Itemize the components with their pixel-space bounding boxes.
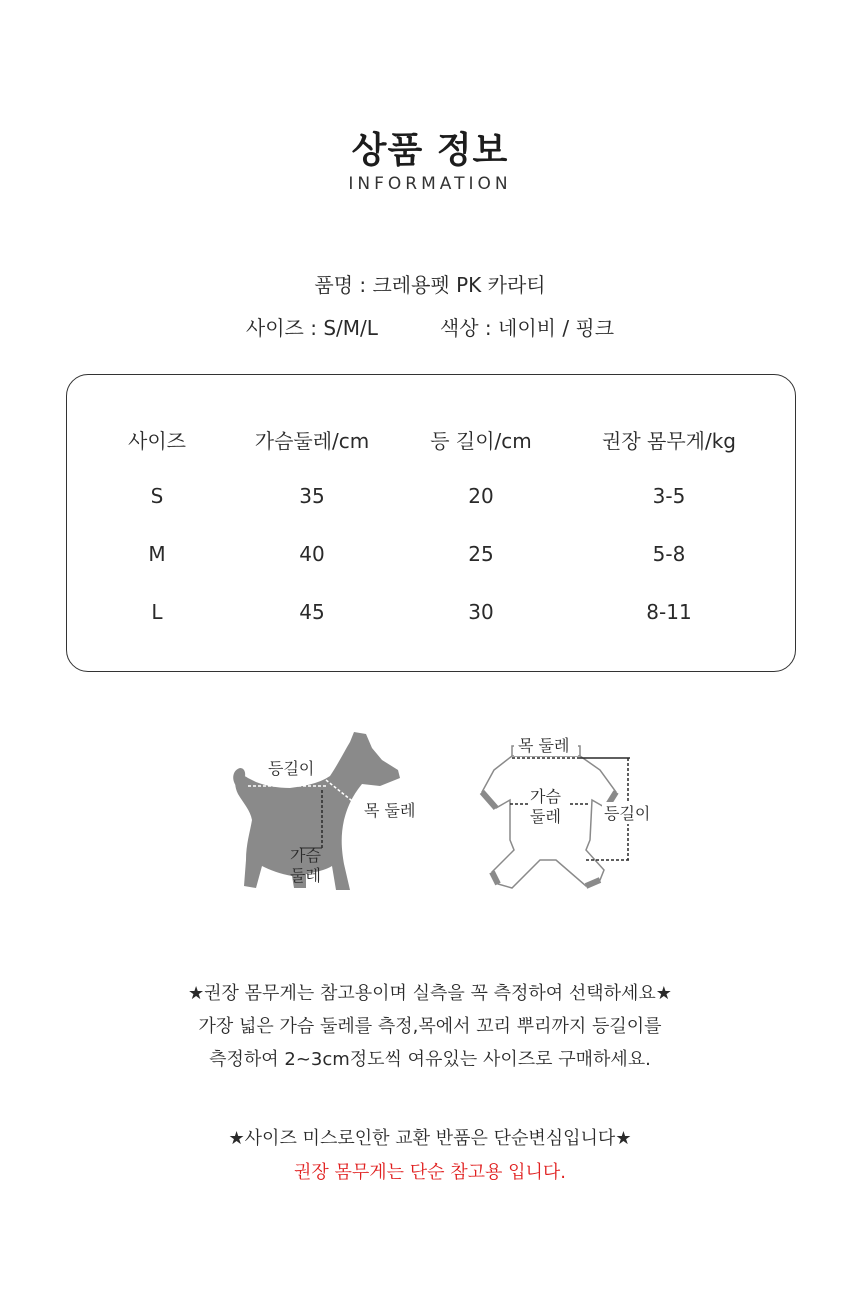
garment-label-chest-2: 둘레 [530, 807, 561, 826]
size-table-box [66, 374, 796, 672]
dog-label-chest-2: 둘레 [290, 866, 321, 885]
product-name: 품명 : 크레용펫 PK 카라티 [314, 273, 546, 297]
dog-label-chest-1: 가슴 [290, 846, 321, 865]
garment-label-chest-1: 가슴 [530, 787, 561, 806]
table-cell: L [151, 600, 163, 624]
dog-label-neck: 목 둘레 [364, 801, 416, 820]
note-measure-2: 측정하여 2~3cm정도씩 여유있는 사이즈로 구매하세요. [209, 1049, 651, 1070]
garment-sleeve-trim [482, 792, 496, 808]
note-exchange-policy: ★사이즈 미스로인한 교환 반품은 단순변심입니다★ [228, 1128, 632, 1149]
table-cell: 30 [468, 600, 494, 624]
page-title: 상품 정보 [351, 130, 509, 171]
product-options [0, 312, 860, 341]
garment-label-back: 등길이 [604, 804, 651, 823]
table-cell: 25 [468, 542, 494, 566]
page-subtitle: INFORMATION [348, 174, 512, 194]
table-header-chest: 가슴둘레/cm [254, 429, 370, 453]
table-cell: 20 [468, 484, 494, 508]
table-cell: M [148, 542, 166, 566]
table-header-weight: 권장 몸무게/kg [602, 429, 736, 453]
dog-label-back: 등길이 [268, 759, 315, 778]
size-table [67, 375, 795, 671]
product-size: 사이즈 : S/M/L [245, 316, 378, 340]
table-cell: S [150, 484, 164, 508]
product-color: 색상 : 네이비 / 핑크 [439, 316, 615, 340]
note-weight-warning: 권장 몸무게는 단순 참고용 입니다. [293, 1162, 567, 1183]
garment-leg-trim [586, 880, 600, 886]
garment-leg-trim [492, 872, 498, 884]
table-header-back: 등 길이/cm [430, 429, 532, 453]
measurement-diagram [0, 720, 860, 920]
garment-label-neck: 목 둘레 [518, 736, 570, 755]
note-measure-1: 가장 넓은 가슴 둘레를 측정,목에서 꼬리 뿌리까지 등길이를 [198, 1016, 662, 1037]
table-cell: 8-11 [646, 600, 692, 624]
measurement-illustration [0, 720, 860, 920]
table-cell: 35 [299, 484, 325, 508]
table-cell: 45 [299, 600, 325, 624]
table-cell: 40 [299, 542, 325, 566]
note-weight-reference: ★권장 몸무게는 참고용이며 실측을 꼭 측정하여 선택하세요★ [188, 983, 672, 1004]
table-cell: 3-5 [652, 484, 686, 508]
table-header-size: 사이즈 [128, 429, 186, 453]
table-cell: 5-8 [652, 542, 686, 566]
